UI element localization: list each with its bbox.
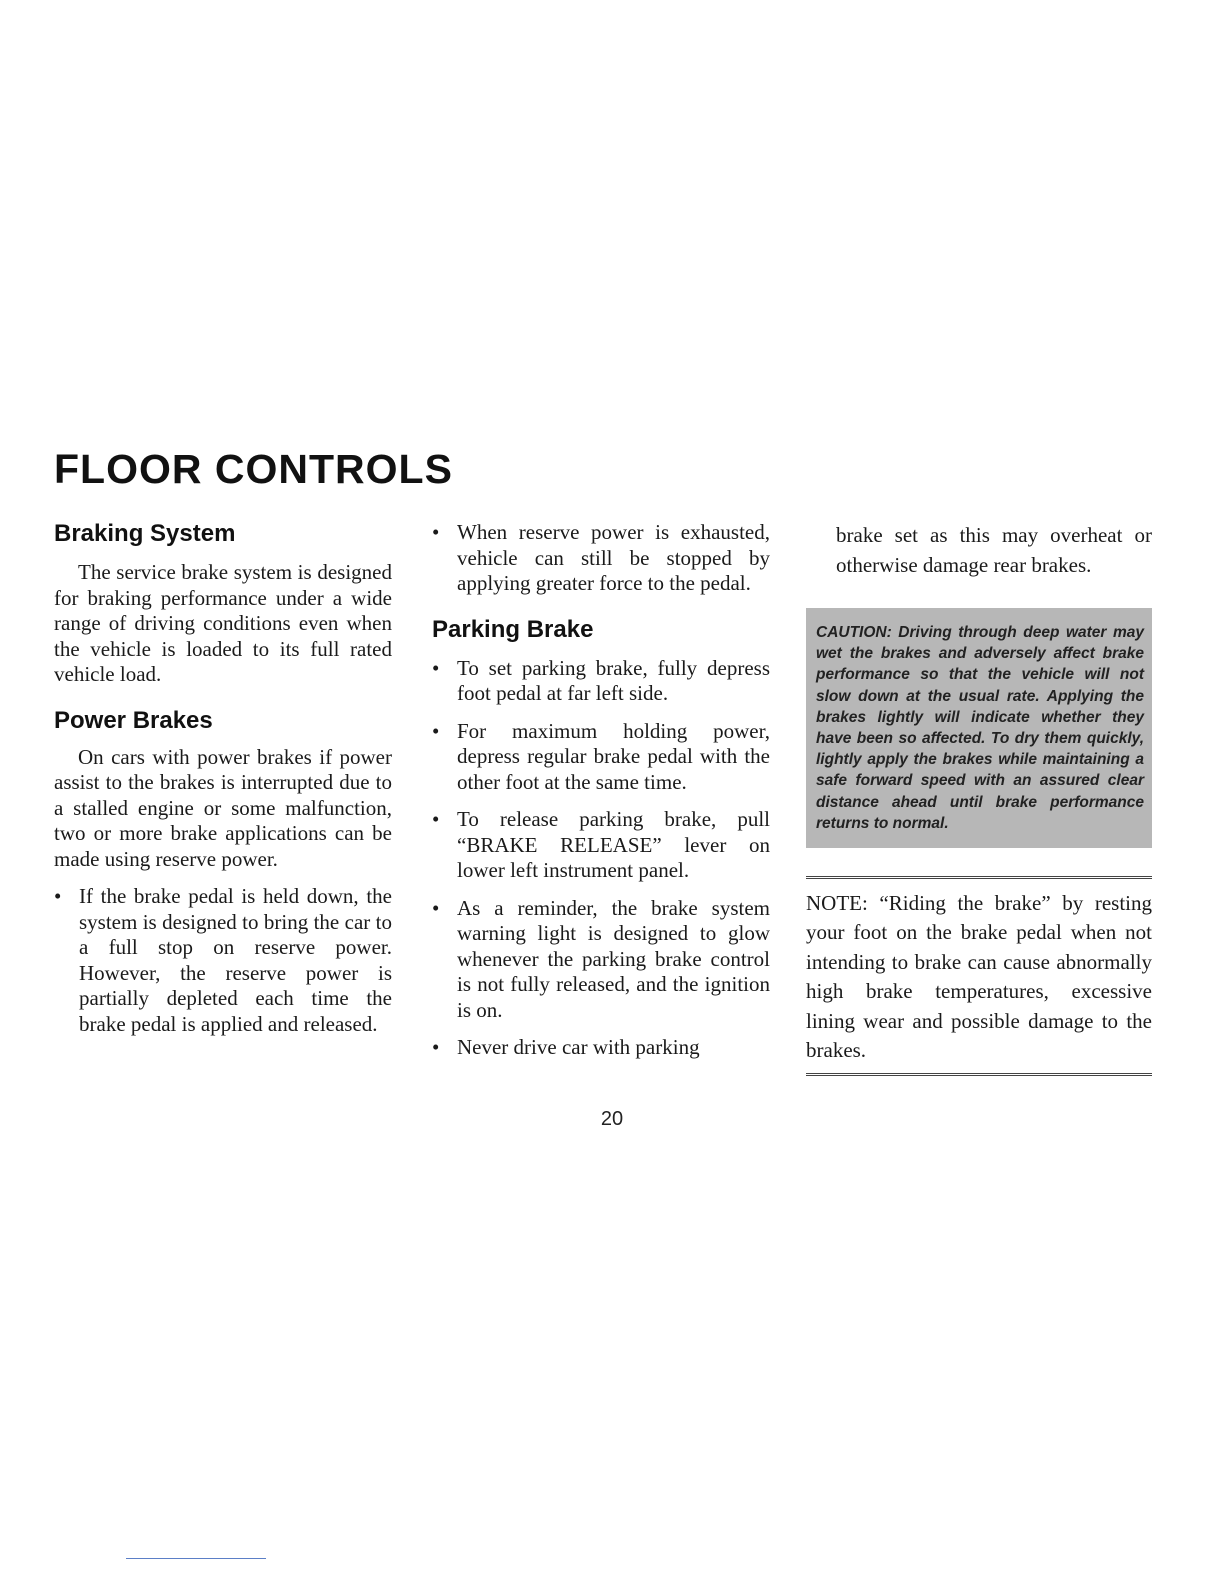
- parking-brake-continuation: brake set as this may overheat or otherwise damage rear brakes.: [836, 523, 1152, 577]
- page-number: 20: [600, 1108, 624, 1130]
- column-1: [54, 520, 392, 1037]
- parking-brake-heading: Parking Brake: [432, 615, 594, 643]
- note-bottom-rule: [806, 1073, 1152, 1076]
- braking-system-paragraph: The service brake system is designed for braking performance under a wide range of driving conditions even when the vehicle is loaded to its full rated vehicle load.: [54, 560, 392, 686]
- bullet-item: • For maximum holding power, depress regular brake pedal with the other foot at the same time.: [432, 719, 770, 796]
- parking-brake-bullet-list: [432, 656, 770, 1061]
- bullet-item: • When reserve power is exhausted, vehicle can still be stopped by applying greater force to the pedal.: [432, 520, 770, 597]
- footer-line: [126, 1558, 266, 1559]
- bullet-item: • As a reminder, the brake system warning light is designed to glow whenever the parking brake control is not fully released, and the ignition is on.: [432, 896, 770, 1024]
- note-top-rule: [806, 876, 1152, 879]
- power-brakes-heading: Power Brakes: [54, 706, 213, 734]
- power-brakes-bullet-list-continued: [432, 520, 770, 597]
- column-3: [806, 520, 1152, 1076]
- bullet-item: • Never drive car with parking: [432, 1035, 770, 1061]
- column-2: [432, 520, 770, 1061]
- note-paragraph: NOTE: “Riding the brake” by resting your foot on the brake pedal when not intending to brake can cause abnormally high brake temperatures, excessive lining wear and possible damage to the brakes.: [806, 891, 1152, 1063]
- bullet-item: • To release parking brake, pull “BRAKE RELEASE” lever on lower left instrument panel.: [432, 807, 770, 884]
- braking-system-heading: Braking System: [54, 520, 236, 547]
- power-brakes-paragraph: On cars with power brakes if power assist to the brakes is interrupted due to a stalled engine or some malfunction, two or more brake applications can be made using reserve power.: [54, 744, 392, 871]
- caution-box: CAUTION: Driving through deep water may wet the brakes and adversely affect brake performance so that the vehicle will not slow down at the usual rate. Applying the brakes lightly will indicate whether they have been so affected. To dry them quickly, lightly apply the brakes while maintaining a safe forward speed with an assured clear distance ahead until brake performance returns to normal.: [806, 608, 1152, 848]
- power-brakes-bullet-list: [54, 884, 392, 1037]
- page-title: FLOOR CONTROLS: [54, 446, 453, 492]
- bullet-item: • If the brake pedal is held down, the system is designed to bring the car to a full stop on reserve power. However, the reserve power is partially depleted each time the brake pedal is applied and released.: [54, 884, 392, 1037]
- bullet-item: • To set parking brake, fully depress foot pedal at far left side.: [432, 656, 770, 707]
